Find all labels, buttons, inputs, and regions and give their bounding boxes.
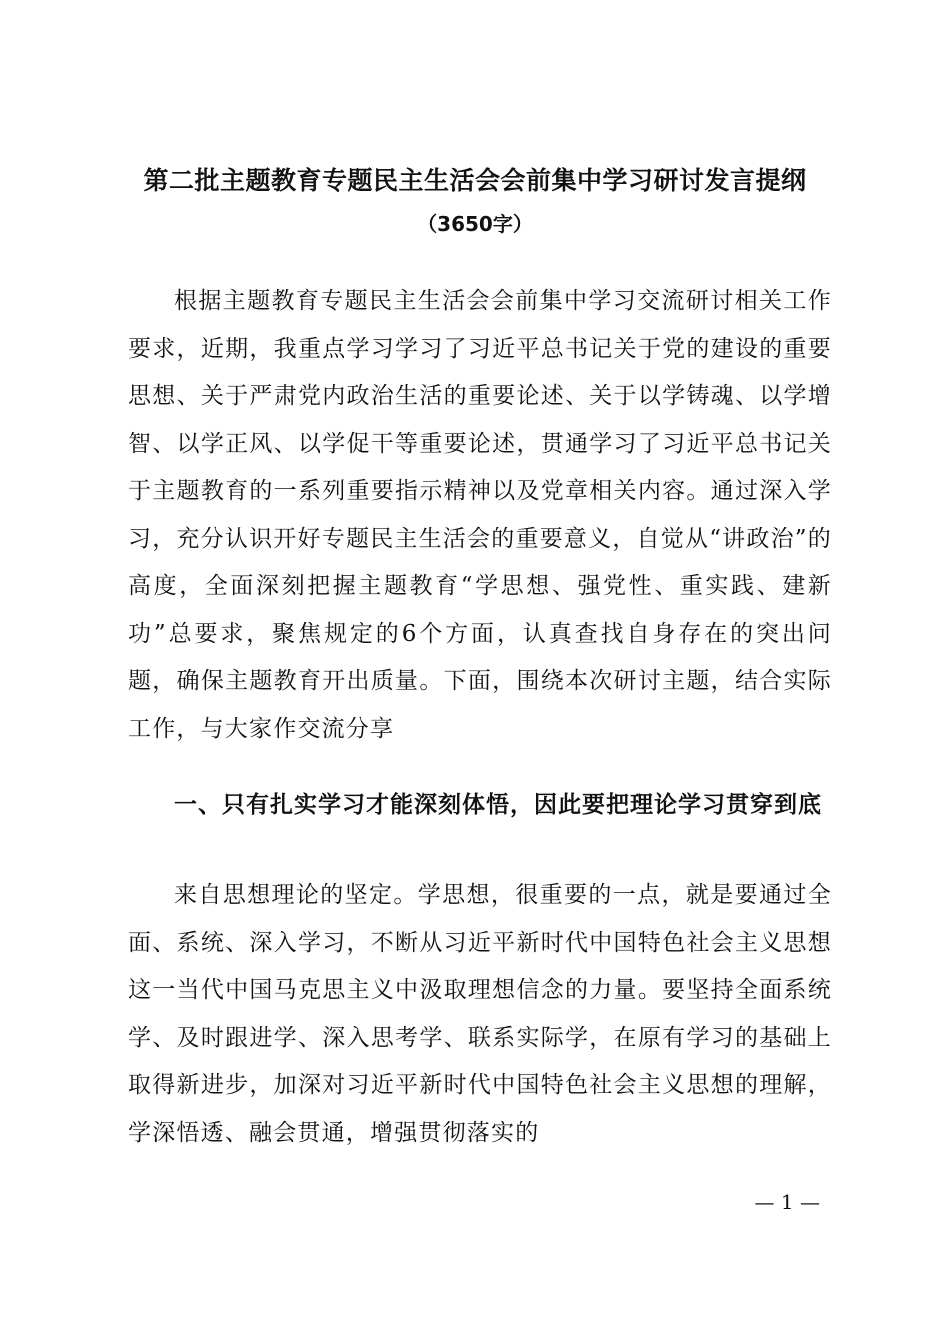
intro-paragraph: 根据主题教育专题民主生活会会前集中学习交流研讨相关工作要求，近期，我重点学习学习了习近平总书记关于党的建设的重要思想、关于严肃党内政治生活的重要论述、关于以学铸魂、以学增智、以学正风、以学促干等重要论述，贯通学习了习近平总书记关于主题教育的一系列重要指示精神以及党章相关内容。通过深入学习，充分认识开好专题民主生活会的重要意义，自觉从“讲政治”的高度，全面深刻把握主题教育“学思想、强党性、重实践、建新功”总要求，聚焦规定的6个方面，认真查找自身存在的突出问题，确保主题教育开出质量。下面，围绕本次研讨主题，结合实际工作，与大家作交流分享 [128,288,832,742]
intro-paragraph-block [128,278,832,753]
section-1-paragraph-block [128,872,832,1157]
section-1-paragraph: 来自思想理论的坚定。学思想，很重要的一点，就是要通过全面、系统、深入学习，不断从习近平新时代中国特色社会主义思想这一当代中国马克思主义中汲取理想信念的力量。要坚持全面系统学、及时跟进学、深入思考学、联系实际学，在原有学习的基础上取得新进步，加深对习近平新时代中国特色社会主义思想的理解，学深悟透、融会贯通，增强贯彻落实的 [128,882,832,1146]
page-number: — 1 — [754,1190,820,1214]
document-subtitle: （3650字） [417,212,533,236]
section-heading-1: 一、只有扎实学习才能深刻体悟，因此要把理论学习贯穿到底 [174,792,822,818]
document-title: 第二批主题教育专题民主生活会会前集中学习研讨发言提纲 [143,166,807,195]
